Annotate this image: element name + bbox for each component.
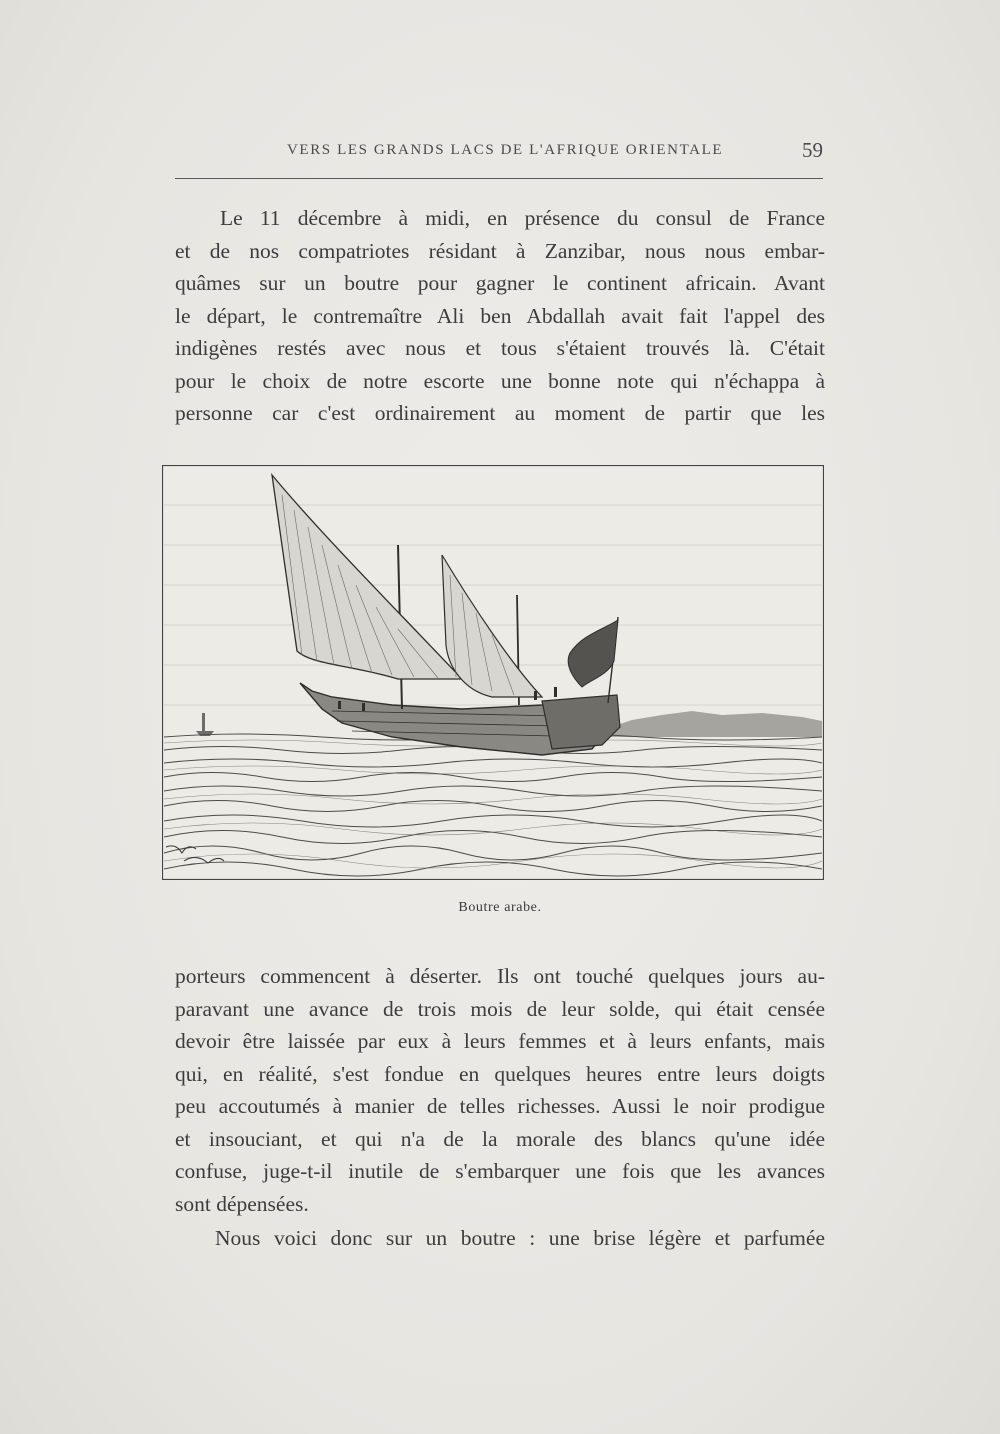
text-line: Le 11 décembre à midi, en présence du consul de France xyxy=(220,206,825,230)
text-line: et insouciant, et qui n'a de la morale des blancs qu'une idée xyxy=(175,1126,825,1151)
text-line: peu accoutumés à manier de telles richesses. Aussi le noir prodigue xyxy=(175,1094,825,1118)
header-rule xyxy=(175,178,823,179)
text-line: Nous voici donc sur un boutre : une brise légère et parfumée xyxy=(215,1226,825,1250)
text-line: sont dépensées. xyxy=(175,1191,309,1216)
text-line: et de nos compatriotes résidant à Zanzibar, nous nous embar- xyxy=(175,238,825,263)
text-line: personne car c'est ordinairement au moment de partir que les xyxy=(175,401,825,425)
text-line: paravant une avance de trois mois de leur solde, qui était censée xyxy=(175,996,825,1021)
text-line: quâmes sur un boutre pour gagner le continent africain. Avant xyxy=(175,271,825,295)
text-line: porteurs commencent à déserter. Ils ont touché quelques jours au- xyxy=(175,964,825,988)
text-line: pour le choix de notre escorte une bonne note qui n'échappa à xyxy=(175,368,825,393)
page-header xyxy=(175,138,825,168)
text-line: indigènes restés avec nous et tous s'étaient trouvés là. C'était xyxy=(175,336,825,360)
paragraph-2 xyxy=(175,960,825,1220)
figure-caption: Boutre arabe. xyxy=(458,900,542,915)
boutre-engraving xyxy=(162,465,824,880)
running-title: VERS LES GRANDS LACS DE L'AFRIQUE ORIENTALE xyxy=(287,142,724,158)
text-line: qui, en réalité, s'est fondue en quelques heures entre leurs doigts xyxy=(175,1061,825,1086)
text-line: devoir être laissée par eux à leurs femmes et à leurs enfants, mais xyxy=(175,1029,825,1053)
text-line: le départ, le contremaître Ali ben Abdallah avait fait l'appel des xyxy=(175,303,825,328)
boutre-engraving-drawing xyxy=(162,465,824,880)
paragraph-1 xyxy=(175,202,825,430)
page-number: 59 xyxy=(802,138,823,162)
text-line: confuse, juge-t-il inutile de s'embarquer une fois que les avances xyxy=(175,1159,825,1183)
paragraph-3 xyxy=(175,1222,825,1255)
